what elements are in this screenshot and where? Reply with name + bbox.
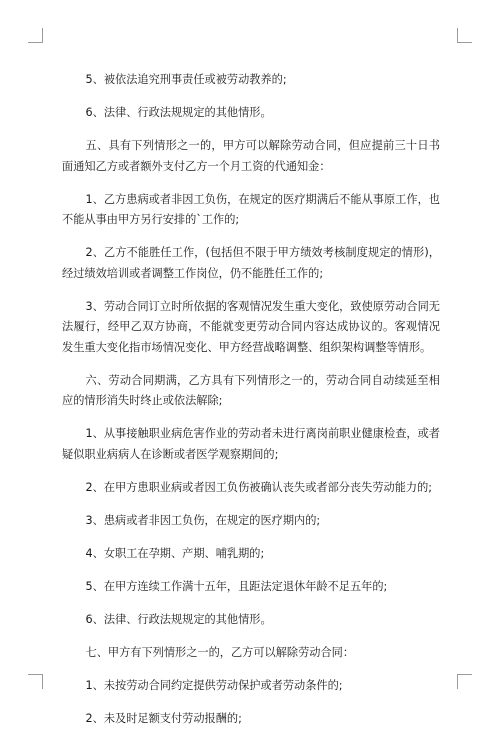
paragraph: 七、甲方有下列情形之一的，乙方可以解除劳动合同：	[85, 645, 355, 659]
paragraph: 六、劳动合同期满，乙方具有下列情形之一的，劳动合同自动续延至相应的情形消失时终止或依法解除;	[62, 373, 440, 407]
crop-mark-bottom-right	[457, 674, 472, 689]
paragraph: 1、从事接触职业病危害作业的劳动者未进行离岗前职业健康检查，或者疑似职业病病人在诊断或者医学观察期间的;	[62, 427, 440, 461]
paragraph: 6、法律、行政法规规定的其他情形。	[85, 106, 272, 119]
crop-mark-top-left	[28, 28, 43, 43]
paragraph: 五、具有下列情形之一的，甲方可以解除劳动合同，但应提前三十日书面通知乙方或者额外支付乙方一个月工资的代通知金：	[62, 139, 440, 173]
paragraph: 4、女职工在孕期、产期、哺乳期的;	[85, 546, 265, 560]
paragraph: 6、法律、行政法规规定的其他情形。	[85, 612, 272, 626]
document-body	[62, 70, 440, 742]
paragraph: 1、乙方患病或者非因工负伤，在规定的医疗期满后不能从事原工作，也不能从事由甲方另行安排的`工作的;	[62, 192, 440, 226]
paragraph: 3、患病或者非因工负伤，在规定的医疗期内的;	[85, 513, 321, 527]
paragraph: 2、未及时足额支付劳动报酬的;	[85, 711, 242, 725]
crop-mark-bottom-left	[28, 674, 43, 689]
paragraph: 1、未按劳动合同约定提供劳动保护或者劳动条件的;	[85, 678, 343, 692]
paragraph: 2、乙方不能胜任工作，(包括但不限于甲方绩效考核制度规定的情形)，经过绩效培训或者调整工作岗位，仍不能胜任工作的;	[62, 246, 440, 280]
paragraph: 3、劳动合同订立时所依据的客观情况发生重大变化，致使原劳动合同无法履行，经甲乙双方协商，不能就变更劳动合同内容达成协议的。客观情况发生重大变化指市场情况变化、甲方经营战略调整、组织架构调整等情形。	[62, 299, 440, 354]
paragraph: 5、在甲方连续工作满十五年，且距法定退休年龄不足五年的;	[85, 579, 388, 593]
paragraph: 2、在甲方患职业病或者因工负伤被确认丧失或者部分丧失劳动能力的;	[85, 480, 433, 494]
crop-mark-top-right	[457, 28, 472, 43]
paragraph: 5、被依法追究刑事责任或被劳动教养的;	[85, 73, 287, 86]
